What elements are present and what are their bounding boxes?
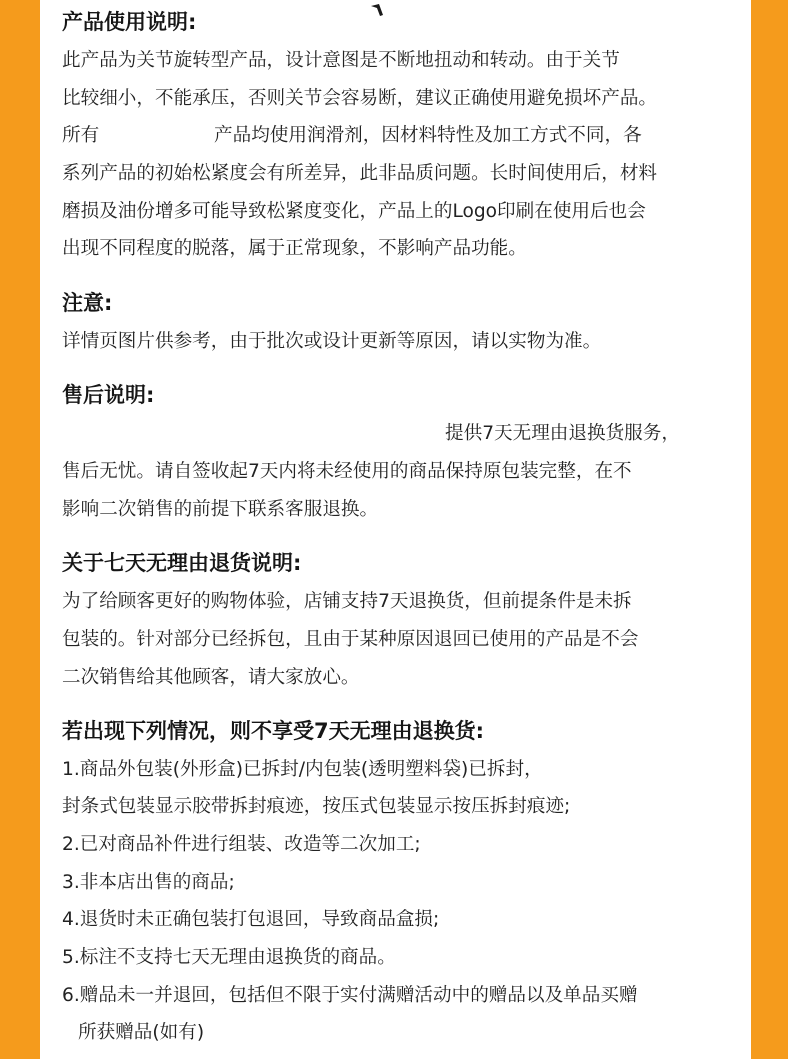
usage-line-3b: 产品均使用润滑剂，因材料特性及加工方式不同，各 — [214, 125, 642, 146]
seven-day-line-2: 包装的。针对部分已经拆包，且由于某种原因退回已使用的产品是不会 — [62, 629, 639, 650]
exclusion-item-1b: 封条式包装显示胶带拆封痕迹，按压式包装显示按压拆封痕迹; — [62, 796, 571, 817]
exclusion-item-6a: 6.赠品未一并退回，包括但不限于实付满赠活动中的赠品以及单品买赠 — [62, 985, 638, 1006]
usage-line-1: 此产品为关节旋转型产品，设计意图是不断地扭动和转动。由于关节 — [62, 50, 620, 71]
after-sales-heading: 售后说明: — [62, 383, 155, 407]
usage-line-3a: 所有 — [62, 125, 100, 146]
after-sales-line-1: 提供7天无理由退换货服务， — [445, 423, 680, 444]
exclusion-item-3: 3.非本店出售的商品; — [62, 872, 235, 893]
seven-day-line-1: 为了给顾客更好的购物体验，店铺支持7天退换货，但前提条件是未拆 — [62, 591, 632, 612]
notice-heading: 注意: — [62, 291, 113, 315]
after-sales-line-3: 影响二次销售的前提下联系客服退换。 — [62, 499, 379, 520]
after-sales-line-2: 售后无忧。请自签收起7天内将未经使用的商品保持原包装完整，在不 — [62, 461, 632, 482]
exclusion-item-5: 5.标注不支持七天无理由退换货的商品。 — [62, 947, 396, 968]
usage-line-2: 比较细小，不能承压，否则关节会容易断，建议正确使用避免损坏产品。 — [62, 88, 658, 109]
content-panel — [40, 0, 751, 1059]
exclusion-item-1a: 1.商品外包装(外形盒)已拆封/内包装(透明塑料袋)已拆封， — [62, 759, 543, 780]
usage-line-5: 磨损及油份增多可能导致松紧度变化，产品上的Logo印刷在使用后也会 — [62, 201, 646, 222]
exclusion-item-4: 4.退货时未正确包装打包退回，导致商品盒损; — [62, 909, 440, 930]
seven-day-heading: 关于七天无理由退货说明: — [62, 551, 302, 575]
exclusion-item-2: 2.已对商品补件进行组装、改造等二次加工; — [62, 834, 421, 855]
exclusion-item-6b: 所获赠品(如有) — [78, 1022, 205, 1043]
usage-heading: 产品使用说明: — [62, 10, 197, 34]
notice-line-1: 详情页图片供参考，由于批次或设计更新等原因，请以实物为准。 — [62, 331, 602, 352]
usage-line-6: 出现不同程度的脱落，属于正常现象，不影响产品功能。 — [62, 238, 527, 259]
seven-day-line-3: 二次销售给其他顾客，请大家放心。 — [62, 667, 360, 688]
exclusions-heading: 若出现下列情况，则不享受7天无理由退换货: — [62, 719, 485, 743]
usage-line-4: 系列产品的初始松紧度会有所差异，此非品质问题。长时间使用后，材料 — [62, 163, 658, 184]
corner-mark-icon — [370, 3, 384, 17]
